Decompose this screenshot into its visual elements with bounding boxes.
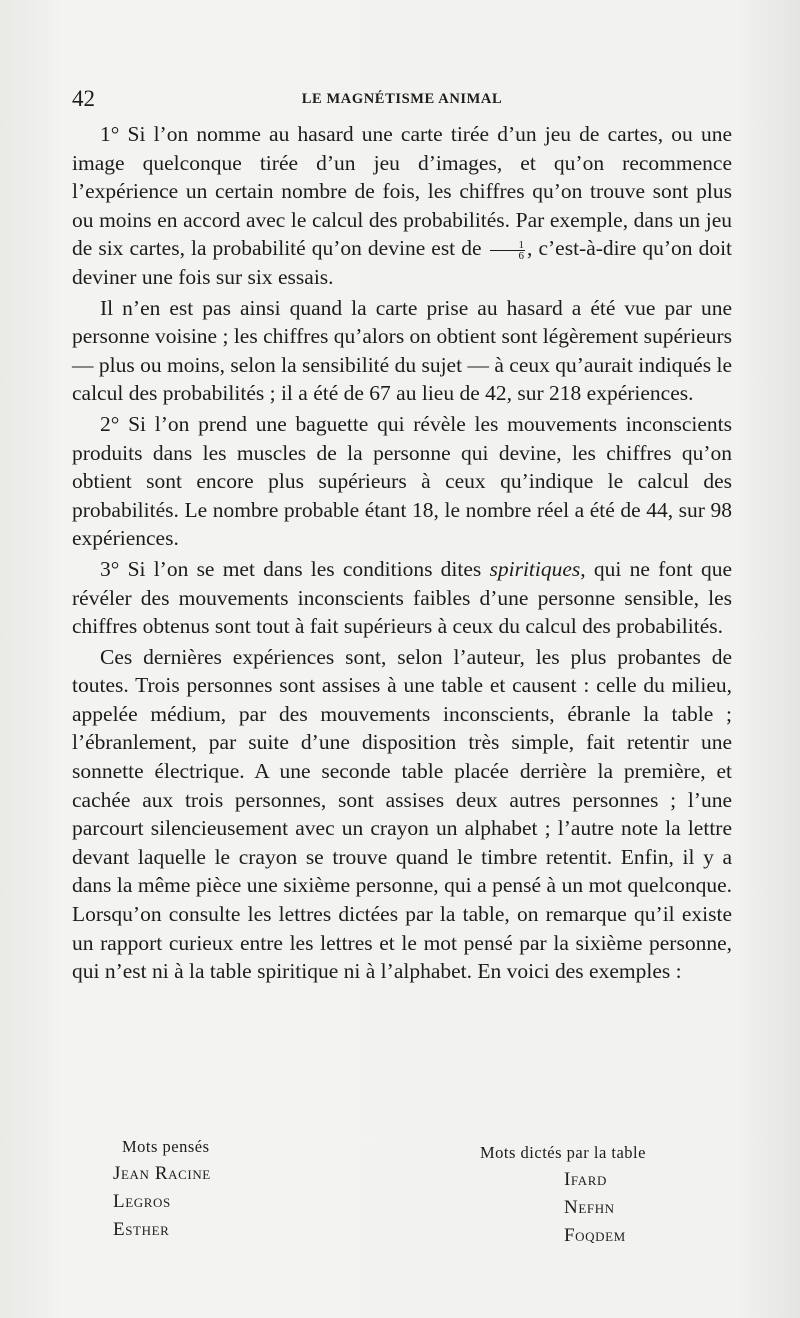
paragraph-1 — [72, 120, 732, 292]
page-header — [72, 86, 732, 114]
paragraph-1-text-b: , c’est-à-dire qu’on doit deviner une fois sur six essais. — [72, 236, 733, 289]
fraction-numerator: 1 — [490, 240, 526, 251]
paragraph-4 — [72, 555, 732, 641]
running-title: LE MAGNÉTISME ANIMAL — [301, 91, 503, 107]
dictated-words-column — [480, 1143, 646, 1250]
fraction-one-sixth — [490, 240, 526, 261]
dictated-words-heading: Mots dictés par la table — [480, 1143, 646, 1162]
italic-term: spiritiques — [489, 556, 581, 581]
thought-words-heading: Mots pensés — [122, 1137, 210, 1156]
thought-word: Jean Racine — [113, 1163, 211, 1184]
paragraph-2: Il n’en est pas ainsi quand la carte prise au hasard a été vue par une personne voisine ; les chiffres qu’alors on obtient sont légèrement supérieurs — plus ou moins, selon la sensibilité du sujet — à ceux qu’aurait indiqués le calcul des probabilités ; il a été de 67 au lieu de 42, sur 218 expériences. — [72, 295, 732, 406]
paragraph-4-text-a: 3° Si l’on se met dans les conditions dites — [100, 556, 482, 581]
fraction-denominator: 6 — [518, 249, 525, 262]
paragraph-4-text-b: , qui ne font que révéler des mouvements inconscients faibles d’une personne sensible, les chiffres obtenus sont tout à fait supérieurs à ceux du calcul des probabilités. — [72, 556, 732, 639]
thought-words-column — [113, 1137, 211, 1244]
dictated-word: Nefhn — [564, 1197, 615, 1218]
paragraph-1-text-a: 1° Si l’on nomme au hasard une carte tirée d’un jeu de cartes, ou une image quelconque tirée d’un jeu d’images, et qu’on recommence l’expérience un certain nombre de fois, les chiffres qu’on trouve sont plus ou moins en accord avec le calcul des probabilités. Par exemple, dans un jeu de six cartes, la probabilité qu’on devine est de — [72, 122, 732, 261]
body-text — [72, 120, 732, 986]
paragraph-3: 2° Si l’on prend une baguette qui révèle les mouvements inconscients produits dans les muscles de la personne qui devine, les chiffres qu’on obtient sont encore plus supérieurs à ceux qu’indique le calcul des probabilités. Le nombre probable étant 18, le nombre réel a été de 44, sur 98 expériences. — [72, 411, 732, 551]
dictated-word: Ifard — [564, 1169, 608, 1190]
dictated-word: Foqdem — [564, 1225, 626, 1246]
examples-table — [72, 1137, 732, 1257]
thought-word: Esther — [113, 1219, 170, 1240]
page-number: 42 — [72, 86, 95, 111]
paragraph-5: Ces dernières expériences sont, selon l’auteur, les plus probantes de toutes. Trois personnes sont assises à une table et causent : celle du milieu, appelée médium, par des mouvements inconscients, ébranle la table ; l’ébranlement, par suite d’une disposition très simple, fait retentir une sonnette électrique. A une seconde table placée derrière la première, et cachée aux trois personnes, sont assises deux autres personnes ; l’une parcourt silencieusement avec un crayon un alphabet ; l’autre note la lettre devant laquelle le crayon se trouve quand le timbre retentit. Enfin, il y a dans la même pièce une sixième personne, qui a pensé à un mot quelconque. Lorsqu’on consulte les lettres dictées par la table, on remarque qu’il existe un rapport curieux entre les lettres et le mot pensé par la sixième personne, qui n’est ni à la table spiritique ni à l’alphabet. En voici des exemples : — [72, 644, 732, 984]
thought-word: Legros — [113, 1191, 171, 1212]
